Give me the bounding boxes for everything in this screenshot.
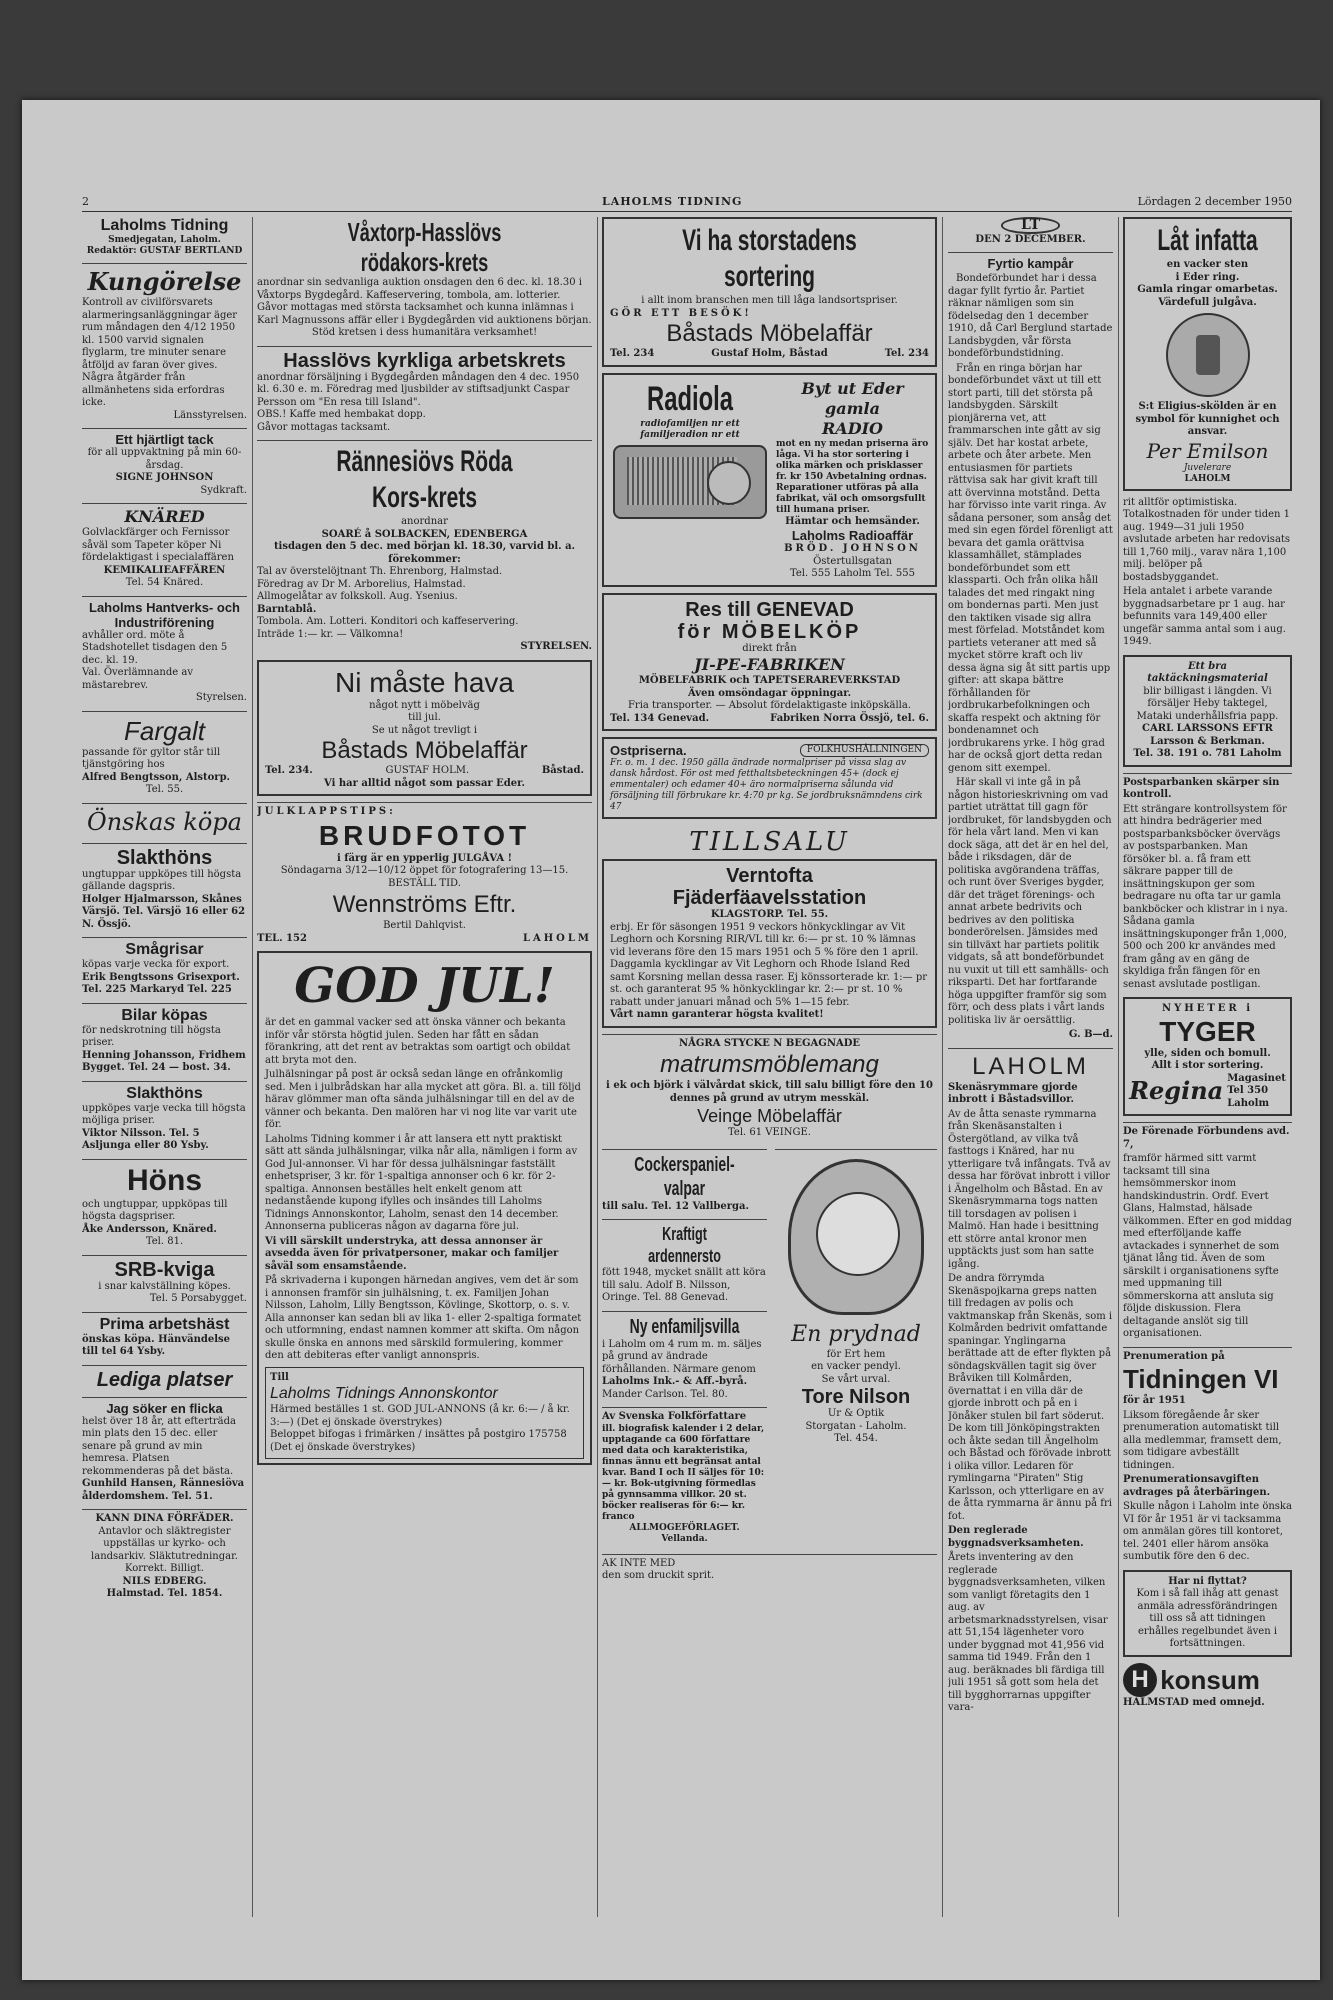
column-rule xyxy=(1118,217,1119,1917)
ad-shop: Veinge Möbelaffär xyxy=(697,1106,842,1126)
masthead xyxy=(82,217,247,257)
notice-title: Har ni flyttat? xyxy=(1168,1575,1247,1587)
ad-text: uppköpes varje vecka till högsta möjliga priser. xyxy=(82,1102,246,1126)
ad-title: Cockerspaniel-valpar xyxy=(634,1153,735,1200)
ad-text: Fria transporter. — Absolut fördelaktigaste inköpskälla. xyxy=(627,700,912,711)
ad-title: Höns xyxy=(127,1163,202,1197)
ad-place: Sydkraft. xyxy=(200,484,247,496)
radiola-left xyxy=(610,379,770,581)
ad-text: i Laholm om 4 rum m. m. säljes på grund av ändrade förhållanden. Närmare genom xyxy=(602,1338,762,1375)
lt-section-head xyxy=(948,217,1113,246)
ad-tel: Tel. 234 xyxy=(884,348,929,359)
ad-title: Ett hjärtligt tack xyxy=(115,432,214,447)
ad-city: LAHOLM xyxy=(522,932,592,944)
column-rule xyxy=(942,217,943,1917)
ad-time: tisdagen den 5 dec. med början kl. 18.30, varvid bl. a. förekommer: xyxy=(273,541,576,565)
ad-text: Inträde 1:— kr. — Välkomna! xyxy=(257,628,404,640)
ad-head: RADIO xyxy=(821,418,883,438)
ad-sign: Styrelsen. xyxy=(195,692,247,703)
ad-shop: Tore Nilson xyxy=(801,1386,911,1408)
ad-title: KNÄRED xyxy=(124,507,205,526)
column-rule xyxy=(597,217,598,1917)
ad-head: NYHETER i xyxy=(1161,1003,1253,1014)
ad-tel: Fabriken Norra Össjö, tel. 6. xyxy=(770,712,929,724)
notice-text: Liksom föregående år sker prenumeration automatiskt till alla medlemmar, framsett dem, som tidigare avbeställt tidningen. xyxy=(1123,1409,1282,1471)
ad-text: Tal av överstelöjtnant Th. Ehrenborg, Halmstad. xyxy=(257,566,503,577)
ad-title: Våxtorp-Hasslövs rödakors-krets xyxy=(347,217,502,277)
news-title: Skenäsrymmare gjorde inbrott i Båstadsvillor. xyxy=(948,1081,1078,1105)
ad-srb-kviga xyxy=(82,1255,247,1306)
ad-tel: Halmstad. Tel. 1854. xyxy=(106,1588,223,1599)
ad-owner: Bertil Dahlqvist. xyxy=(383,920,466,931)
newspaper-page xyxy=(82,195,1292,1955)
ad-prima xyxy=(82,1312,247,1359)
ad-company: JI-PE-FABRIKEN xyxy=(694,655,845,674)
ad-studio: Wennströms Eftr. xyxy=(332,891,517,918)
ad-text: S:t Eligius-skölden är en symbol för kunnighet och ansvar. xyxy=(1135,401,1280,437)
ad-name: Alfred Bengtsson, Alstorp. xyxy=(82,771,231,783)
ad-street: Östertullsgatan xyxy=(813,555,892,567)
ad-owner: BRÖD. JOHNSON xyxy=(784,543,921,554)
ad-cocker xyxy=(602,1149,767,1214)
ad-title: Ni måste hava xyxy=(335,666,514,698)
ad-contact-row xyxy=(610,713,929,726)
ad-sub: MÖBELFABRIK och TAPETSERAREVERKSTAD xyxy=(638,675,901,686)
article-paragraph: Laholms Tidning kommer i år att lansera ett nytt praktiskt sätt att sända julhälsningar, vilka når alla, nämligen i form av God Jul-annonser. Vi har för dessa julhälsningar fastställt enhetspriser, 3 kr. för 1-spaltiga annonser och 6 kr. för 2-spaltiga. Annonsen beställes helt enkelt genom att nedanstående kupong ifylles och insändes till Laholms Tidnings Annonskontor, Laholm, senast den 14 december. Annonserna publiceras någon av dagarna före jul. xyxy=(265,1133,578,1232)
notice-title: Prenumerationsavgiften avdrages på återbäringen. xyxy=(1123,1474,1271,1498)
notice-flyttat xyxy=(1123,1570,1292,1657)
ad-bilar xyxy=(82,1003,247,1075)
ad-text: ungtuppar uppköpes till högsta gällande dagspris. xyxy=(82,868,242,892)
brand-title: Radiola xyxy=(647,379,733,418)
page-header xyxy=(82,195,1292,212)
ad-text: avhåller ord. möte å Stadshotellet tisdagen den 5 dec. kl. 19. xyxy=(82,629,228,666)
ad-text: ill. biografisk kalender i 2 delar, upptagande ca 600 författare med data och karakteristika, finnas ännu ett begränsat antal kvar. Band I och II säljes för 10:— kr. Bok-utgivning förmedlas på gynnsamma villkor. 20 st. böcker realiseras för 6:— kr. franco xyxy=(602,1423,765,1522)
section-tillsalu: TILLSALU xyxy=(689,827,850,857)
ad-taktackning xyxy=(1123,655,1292,767)
article-paragraph: rit alltför optimistiska. Totalkostnaden för under tiden 1 aug. 1949—31 juli 1950 avslutade arbeten har redovisats till 1,760 milj., varav nära 1,100 milj. belöper på bostadsbyggandet. xyxy=(1123,496,1291,583)
news-text: Av de åtta senaste rymmarna från Skenäsanstalten i Östergötland, av vilka två fasttogs i Knäred, har nu ytterligare två infångats. Två av dessa har förövat inbrott i villor i Ängelholm och Båstad. En av Skenäsrymmarna togs natten till torsdagen av polisen i Malmö. Han hade i besittning ett större antal kronor men upptäckts just som han satte igång. xyxy=(948,1108,1111,1270)
ad-text: Val. Överlämnande av mästarebrev. xyxy=(82,667,193,691)
ad-storstadens xyxy=(602,217,937,367)
ad-jeweler xyxy=(1123,217,1292,491)
notice-prenumeration xyxy=(1123,1347,1292,1564)
col3-bottom xyxy=(602,1146,937,1551)
ad-shop-row xyxy=(1131,1073,1284,1111)
ad-brudfoto xyxy=(257,802,592,945)
ad-villa xyxy=(602,1311,767,1402)
section-laholm xyxy=(948,1048,1113,1715)
news-text: Ett strängare kontrollsystem för att hindra bedrägerier med postsparbanksböcker övervägs av postsparbanken. Man försöker bl. a. få fram ett säkrare papper till de insättningskupon ger som bedragare nu ofta tar ur gamla bankböcker och klistrar in i nya. Sådana gamla insättningskuponger från 1,000, 500 och 200 kr användes med fram gång av en gäng de skyldiga från fängen för en senast avslutade postligan. xyxy=(1123,803,1288,990)
news-text: framför härmed sitt varmt tacksamt till sina hemsömmerskor inom handskindustrin. Ordf. Evert Glans, Halmstad, hälsade välkommen. Efter en god middag med efterföljande kaffe avtackades i synnerhet de som tjänat lång tid. Även de som särskilt i organisationens syfte med uppmaning till sömmerskorna att ansluta sig följde diskussion. Flera deltagande anslöt sig till organisationen. xyxy=(1123,1153,1292,1339)
ad-contact-row xyxy=(265,765,584,778)
lt-badge: LT xyxy=(1001,217,1060,234)
article-continued xyxy=(1123,497,1292,649)
coupon-to: Till xyxy=(270,1371,289,1383)
ad-hantverk xyxy=(82,596,247,705)
ad-text: Se vårt urval. xyxy=(821,1373,891,1385)
ad-ak-inte xyxy=(602,1554,937,1583)
ad-fargalt xyxy=(82,711,247,797)
ad-name: Åke Andersson, Knäred. xyxy=(82,1223,217,1235)
notice-kungorelse xyxy=(82,263,247,422)
article-paragraph: På skrivaderna i kupongen härnedan angives, vem det är som i annonsen framför sin julhälsning, t. ex. Familjen Johan Nilsson, Laholm, Lilly Bengtsson, Kövlinge, Skottorp, o. s. v. Alla annonser kan sedan bli av lika 1- eller 2-spaltiga formatet och utformning, endast namnen kommer att skifta. Om någon skulle önska en annons med särskild formulering, kommer den att debiteras efter vanligt annonspris. xyxy=(265,1275,582,1361)
ad-text: för nedskrotning till högsta priser. xyxy=(82,1024,221,1048)
ad-name: NILS EDBERG. xyxy=(122,1575,207,1587)
notice-intro: Prenumeration på xyxy=(1123,1350,1225,1362)
ad-text: Hämtar och hemsänder. xyxy=(785,515,920,527)
ad-text: Allt i stor sortering. xyxy=(1151,1060,1264,1071)
ad-text: Antavlor och släktregister uppställas ur kyrko- och landsarkiv. Släktutredningar. Korrekt. Billigt. xyxy=(91,1525,238,1574)
lt-date: DEN 2 DECEMBER. xyxy=(975,233,1086,245)
article-sign: G. B—d. xyxy=(1068,1029,1113,1040)
ad-text: OBS.! Kaffe med hembakat dopp. xyxy=(257,409,426,420)
ad-knared xyxy=(82,503,247,590)
article-title: Fyrtio kampår xyxy=(987,256,1074,271)
article-paragraph: Från en ringa början har bondeförbundet växt ut till ett stort parti, till det största på landsbygden. Särskilt pionjärerna vet, att frammarschen inte gått av sig själv. Det har kostat arbete, arbete och åter arbete. Men entusiasmen för partiets rättvisa sak har givit kraft till att övervinna motstånd. Detta har förvisso inte varit ringa. Av sådana personer, som ansåg det med sin egen fördel förenligt att bevara det gamla orättvisa klassamhället, stämplades bondeförbundet som ett klassparti. Och från olika håll talades det med ringakt ning om bondernas parti. Men just den taktiken visade sig allra mest förfelad. Motståndet kom partiets veteraner att med så mycket större kraft och liv dessa ägna sig åt sitt partis upp gifter: att skapa bättre förhållanden för jordbrukarbefolkningen och skaffa respekt och aktning för bondenamnet och jordbrukarens yrke. I hög grad har de också gjort detta redan genom sitt exempel. xyxy=(948,362,1113,774)
ad-vaxtorp xyxy=(257,217,592,340)
ad-title: Smågrisar xyxy=(125,941,204,958)
ad-title: Bilar köpas xyxy=(121,1006,208,1024)
news-title: De Förenade Förbundens avd. 7, xyxy=(1123,1126,1290,1150)
ad-text: Även omsöndagar öppningar. xyxy=(687,687,852,699)
ad-name: Holger Hjalmarsson, Skånes Värsjö. Tel. Värsjö 16 eller 62 N. Össjö. xyxy=(82,893,246,930)
ad-text: direkt från xyxy=(742,642,797,654)
ad-hours: Söndagarna 3/12—10/12 öppet för fotografering 13—15. BESTÄLL TID. xyxy=(280,865,569,889)
ad-shop: Båstads Möbelaffär xyxy=(321,737,528,764)
ad-sub: Ur & Optik xyxy=(827,1408,885,1419)
ad-rannesiov xyxy=(257,440,592,654)
ad-shop: Laholms Radioaffär xyxy=(791,528,914,543)
coupon-amount-row xyxy=(270,1429,579,1454)
ad-title: Jag söker en flicka xyxy=(106,1400,223,1416)
radiola-right xyxy=(776,379,929,581)
news-postsparbanken xyxy=(1123,773,1292,992)
ad-text: i ek och björk i välvårdat skick, till salu billigt före den 10 dennes på grund av utrym messkäl. xyxy=(606,1080,933,1104)
ad-text: anordnar sin sedvanliga auktion onsdagen den 6 dec. kl. 18.30 i Våxtorps Bygdegård. Kaffeservering, tombola, am. lotterier. Gåvor mottagas med största tacksamhet och kunna inlämnas i Karl Magnussons affär eller i Bygdegården vid auktionens början. xyxy=(257,277,592,326)
col3-bottom-left xyxy=(602,1146,767,1551)
ad-title: Slakthöns xyxy=(116,846,213,869)
article-paragraph: Julhälsningar på post är också sedan länge en ofrånkomlig sed. Men i julbrådskan har alla mycket att göra. Bl. a. till följd härav glömmer man ofta sända julhälsningar till en del av de vänner och bekanta. Den malören har vi nog lite var varit ute för. xyxy=(265,1069,581,1130)
ad-title: Av Svenska Folkförfattare xyxy=(602,1411,747,1422)
ad-agent: Laholms Ink.- & Aff.-byrå. xyxy=(602,1376,748,1387)
ad-owner: GUSTAF HOLM. xyxy=(385,765,470,776)
section-lediga: Lediga platser xyxy=(82,1365,247,1391)
ad-title: Kraftigt ardennersto xyxy=(648,1224,721,1266)
ad-footer: Vi har alltid något som passar Eder. xyxy=(324,777,525,789)
ad-text: i allt inom branschen men till låga landsortspriser. xyxy=(641,295,898,306)
ad-tel: Tel 350 Laholm xyxy=(1227,1085,1270,1109)
ad-text: ylle, siden och bomull. xyxy=(1144,1047,1271,1059)
news-title: Den reglerade byggnadsverksamheten. xyxy=(948,1525,1084,1549)
ad-text: till jul. xyxy=(408,712,441,723)
ad-tel: Tel. 234 xyxy=(610,348,655,359)
issue-date: Lördagen 2 december 1950 xyxy=(1137,195,1292,208)
ad-text: en vacker pendyl. xyxy=(811,1361,901,1372)
ad-ardenner xyxy=(602,1219,767,1305)
ad-title: Verntofta xyxy=(726,865,813,887)
jeweler-sub: Juvelerare xyxy=(1183,462,1232,473)
ad-title: BRUDFOTOT xyxy=(318,819,531,851)
ad-text: Värdefull julgåva. xyxy=(1158,296,1257,308)
konsum-logo-icon: H xyxy=(1123,1663,1157,1697)
ad-tel: TEL. 152 xyxy=(257,932,307,944)
ad-title: för MÖBELKÖP xyxy=(677,620,862,643)
ad-title: Ett bra taktäckningsmaterial xyxy=(1147,660,1268,684)
ad-name: Mander Carlson. Tel. 80. xyxy=(602,1388,728,1400)
column-rule xyxy=(252,217,253,1917)
ad-text: Tombola. Am. Lotteri. Konditori och kaffeservering. xyxy=(257,616,519,627)
ad-title: Slakthöns xyxy=(126,1084,203,1102)
ad-text: helst över 18 år, att efterträda min plats den 15 dec. eller senare på grund av min hemresa. Platsen rekommenderas på det bästa. xyxy=(82,1415,236,1477)
article-paragraph: är det en gammal vacker sed att önska vänner och bekanta inför vår största högtid julen. Seden har fått en sådan förankring, att det rent av betraktas som oartigt och obildat att bryta mot den. xyxy=(265,1017,571,1066)
section-onskas: Önskas köpa xyxy=(82,803,247,837)
ad-text: Föredrag av Dr M. Arborelius, Halmstad. xyxy=(257,578,466,590)
ad-tel: Tel. 5 Porsabygget. xyxy=(149,1293,247,1304)
masthead-address: Smedjegatan, Laholm. xyxy=(108,235,221,245)
ad-tel: Tel. 234. xyxy=(265,765,313,776)
newspaper-name: LAHOLMS TIDNING xyxy=(602,195,743,208)
ad-text: Stöd kretsen i dess humanitära verksamhet! xyxy=(311,327,538,338)
ad-tel: Tel. 454. xyxy=(834,1433,878,1444)
article-paragraph: Här skall vi inte gå in på någon historieskrivning om vad partiet uträttat till gagn för jordbruket, för landsbygden och för hela vårt land. Men vi kan dock säga, att det är en hel del, både i riksdagen, där de politiska avgörandena träffas, och runt över Sveriges bygder, där det träget förenings- och annat arbete bedrivits och bedrives av den politiska bonderörelsen. Jämsides med sin tillväxt har partiets politik vidgats, så att bondeförbundet nu vuxit ut till ett samhälls- och riksparti. Det har fortfarande höga uppgifter framför sig som förr, och dess plats i vårt lands politiska liv är oersättlig. xyxy=(948,777,1112,1026)
ad-title: matrumsmöblemang xyxy=(660,1051,879,1078)
ad-shop: CARL LARSSONS EFTR xyxy=(1142,723,1273,734)
ad-flicka xyxy=(82,1397,247,1504)
ad-matrum xyxy=(602,1034,937,1140)
ad-konsum xyxy=(1123,1663,1292,1710)
news-text: De andra förrymda Skenäspojkarna greps natten till fredagen av polis och vaktmanskap från Skenäs, som i Kolmården bedrivit omfattande spaningar. Ynglingarna berättade att de efter flykten på söndagskvällen tagit sig över Bråviken till Kolmården, övernattat i en villa där de gjorde inbrott och på en i Jönåker stulen bil fart söderut. De kom till Jönköpingstrakten och åkte sedan till Ängelholm och Båstad och förövade inbrott i olika villor. Ledaren för rymlingarna "Piraten" Stig Karlsson, och ytterligare en av de åtta rymmarna är ännu på fri fot. xyxy=(948,1273,1113,1522)
ad-text: Gåvor mottagas tacksamt. xyxy=(257,421,391,433)
ad-text: fött 1948, mycket snällt att köra till salu. Adolf B. Nilsson, Oringe. Tel. 88 Genevad. xyxy=(602,1267,766,1303)
konsum-name: konsum xyxy=(1160,1664,1260,1695)
ad-city: Båstad. xyxy=(541,765,584,776)
ad-title: Hasslövs kyrkliga arbetskrets xyxy=(283,349,566,372)
ad-title: Prima arbetshäst xyxy=(99,1315,230,1333)
ad-name: Erik Bengtssons Grisexport. Tel. 225 Markaryd Tel. 225 xyxy=(82,971,240,995)
ad-tel: Tel. 54 Knäred. xyxy=(125,577,204,588)
col3-bottom-right xyxy=(775,1146,937,1551)
ad-title: KANN DINA FÖRFÄDER. xyxy=(95,1513,234,1524)
ad-title: Fargalt xyxy=(124,715,205,746)
ad-text: önskas köpa. Hänvändelse till tel 64 Ysby. xyxy=(82,1333,231,1357)
ad-text: Daggamla kycklingar av Vit Leghorn och Rhode Island Red samt Korsning mellan dessa raser. Ej könssorterade kr. 1:— pr st. och garanterat 95 % hönkycklingar kr. 2:— pr st. 10 % rabatt under januari månad och 5% 1—15 febr. xyxy=(610,959,928,1008)
ad-title: Laholms Hantverks- och Industriförening xyxy=(89,599,240,630)
ad-text: i snar kalvställning köpes. xyxy=(98,1280,231,1292)
ad-title: Låt infatta xyxy=(1157,224,1258,257)
notice-title: Kungörelse xyxy=(87,267,242,296)
ad-text: anordnar xyxy=(401,516,448,527)
article-fyrtio xyxy=(948,252,1113,1042)
notice-title: Ostpriserna. xyxy=(610,743,687,758)
notice-year: för år 1951 xyxy=(1123,1395,1186,1406)
column-5 xyxy=(1123,217,1292,1917)
column-4 xyxy=(948,217,1113,1917)
column-3 xyxy=(602,217,937,1917)
ad-text: blir billigast i längden. Vi försäljer Heby taktegel, Mataki underhållsfria papp. xyxy=(1136,685,1279,722)
ad-verntofta xyxy=(602,859,937,1028)
ad-radiola xyxy=(602,373,937,587)
ad-contact-row xyxy=(257,933,592,946)
masthead-title: Laholms Tidning xyxy=(100,217,229,234)
notice-title: Tidningen VI xyxy=(1123,1364,1279,1394)
ad-sub: i färg är en ypperlig JULGÅVA ! xyxy=(336,852,513,864)
ad-slakthons-2 xyxy=(82,1081,247,1153)
ad-text: Barntablå. xyxy=(257,603,317,615)
ad-text: Golvlackfärger och Fernissor såväl som Tapeter köper Ni fördelaktigast i specialaffären xyxy=(82,527,234,563)
ad-ni-maste xyxy=(257,660,592,797)
ad-place: SOARÉ å SOLBACKEN, EDENBERGA xyxy=(321,528,528,540)
article-title: GOD JUL! xyxy=(294,958,555,1014)
news-title: Postsparbanken skärper sin kontroll. xyxy=(1123,776,1280,800)
ad-tyger xyxy=(1123,997,1292,1116)
news-forbunden xyxy=(1123,1122,1292,1341)
ad-sign: STYRELSEN. xyxy=(520,641,592,652)
radio-icon xyxy=(613,445,767,519)
ad-shop: KEMIKALIEAFFÄREN xyxy=(103,564,226,576)
ad-title: Rännesiövs Röda Kors-krets xyxy=(336,445,513,514)
order-coupon[interactable] xyxy=(265,1367,584,1460)
ad-text: Gamla ringar omarbetas. xyxy=(1137,284,1278,295)
ad-forfader xyxy=(82,1509,247,1601)
clock-icon xyxy=(788,1159,924,1315)
coupon-title: Laholms Tidnings Annonskontor xyxy=(270,1385,498,1402)
ad-owner: Larsson & Berkman. xyxy=(1150,735,1265,747)
ad-text: för all uppvaktning på min 60-årsdag. xyxy=(87,447,242,471)
ad-place: KLAGSTORP. Tel. 55. xyxy=(710,909,829,920)
jeweler-city: LAHOLM xyxy=(1184,473,1231,484)
notice-ostpriser xyxy=(602,737,937,819)
ad-text: i Eder ring. xyxy=(1175,271,1240,283)
ad-name: SIGNE JOHNSON xyxy=(115,472,214,483)
notice-badge: FOLKHUSHÅLLNINGEN xyxy=(800,744,929,757)
ad-genevad xyxy=(602,593,937,732)
notice-head xyxy=(610,743,929,758)
notice-text: Kom i så fall ihåg att genast anmäla adressförändringen till oss så att tidningen erhålles regelbundet även i fortsättningen. xyxy=(1136,1588,1279,1649)
ad-sub: Magasinet xyxy=(1227,1072,1286,1084)
notice-text: Kontroll av civilförsvarets alarmeringsanläggningar äger rum måndagen den 4/12 1950 kl. 1500 varvid signalen flyglarm, tre minuter senare åtföljd av faran över gives. Några åtgärder från allmänhetens sida erfordras icke. xyxy=(82,297,238,408)
konsum-city: HALMSTAD med omnejd. xyxy=(1123,1696,1265,1708)
ad-addr: Storgatan - Laholm. xyxy=(805,1420,907,1432)
ad-pendyl xyxy=(775,1149,937,1446)
article-paragraph: Bondeförbundet har i dessa dagar fyllt fyrtio år. Partiet räknar nämligen som sin födelsedag den 1 december 1910, då Carl Berglund startade Landsbygden, vår första bondeförbundstidning. xyxy=(948,273,1113,359)
ad-head: Byt ut Eder gamla xyxy=(801,378,904,418)
ad-shop: Regina xyxy=(1129,1076,1224,1106)
ad-text: till salu. Tel. 12 Vallberga. xyxy=(602,1200,749,1212)
ad-hasslov xyxy=(257,346,592,435)
article-god-jul xyxy=(257,951,592,1465)
notice-sign: Länsstyrelsen. xyxy=(173,409,247,421)
notice-text: Fr. o. m. 1 dec. 1950 gälla ändrade normalpriser på vissa slag av dansk hårdost. För ost med fetthaltsbeteckningen 45+ (dock ej emmentaler) och edamer 40+ äro normalpriserna sålunda vid försäljning till förbrukare kr. 4:70 pr kg. Se jordbruksnämndens cirk 47 xyxy=(610,758,923,812)
ad-intro: JULKLAPPSTIPS: xyxy=(257,806,396,817)
coupon-text: Härmed beställes 1 st. GOD JUL-ANNONS (å kr. 6:— / å kr. 3:—) (Det ej önskade överstrykes) xyxy=(270,1404,570,1428)
ad-shop: Båstads Möbelaffär xyxy=(666,320,873,347)
shield-emblem-icon xyxy=(1166,313,1250,397)
news-text: Årets inventering av den reglerade byggnadsverksamheten, vilken som vanligt företagits den 1 aug. av arbetsmarknadsstyrelsen, visar att 51,154 lägenheter voro under byggnad mot 41,956 vid samma tid 1949. Från den 1 aug. beräknades bli färdiga till juli 1951 så gott som hela det till bygghorrarnas uppgifter vara- xyxy=(948,1552,1108,1713)
column-2 xyxy=(257,217,592,1917)
ad-shop-detail xyxy=(1227,1073,1286,1111)
ad-forfattare xyxy=(602,1407,767,1545)
ad-text: något nytt i möbelväg xyxy=(369,699,480,711)
ad-title: TYGER xyxy=(1159,1015,1256,1047)
newspaper-sheet xyxy=(22,100,1320,1980)
ad-slakthons xyxy=(82,843,247,932)
ad-text: en vacker sten xyxy=(1166,259,1249,270)
section-title: LAHOLM xyxy=(972,1052,1089,1080)
column-1 xyxy=(82,217,247,1917)
article-paragraph: Hela antalet i arbete varande byggnadsarbetare pr 1 aug. har befunnits vara 149,400 eller ungefär samma antal som i aug. 1949. xyxy=(1123,586,1286,647)
article-paragraph: Vi vill särskilt understryka, att dessa annonser är avsedda även för privatpersoner, makar och familjer såväl som ensamstående. xyxy=(265,1235,559,1272)
ad-name: Viktor Nilsson. Tel. 5 Asljunga eller 80 Ysby. xyxy=(82,1127,209,1151)
ad-thanks xyxy=(82,428,247,497)
ad-text: och ungtuppar, uppköpas till högsta dagspriser. xyxy=(82,1198,228,1222)
ad-title: Vi ha storstadens sortering xyxy=(682,224,857,293)
ad-title: En prydnad xyxy=(791,1321,921,1347)
ad-text: mot en ny medan priserna äro låga. Vi ha stor sortering i olika märken och prisklasser fr. kr 150 Avbetalning ordnas. Reparationer utföras på alla fabrikat, väl och omsorgsfullt till humana priser. xyxy=(776,438,929,515)
ad-text: erbj. Er för säsongen 1951 9 veckors hönkycklingar av Vit Leghorn och Korsning RIR/VL till kr. 6:— pr st. 10 % lämnas vid leverans före den 15 mars 1951 och 5 % före den 1 april. xyxy=(610,921,919,958)
ad-title: SRB-kviga xyxy=(114,1258,215,1281)
ad-hons xyxy=(82,1159,247,1249)
notice-text: Skulle någon i Laholm inte önska VI för år 1951 är vi tacksamma om anmälan göres till kontoret, tel. 2401 eller härom ansöka sumbutik före den 6 dec. xyxy=(1123,1501,1292,1562)
page-number: 2 xyxy=(82,195,89,208)
ad-contact-row xyxy=(610,348,929,361)
masthead-editor: Redaktör: GUSTAF BERTLAND xyxy=(86,246,243,256)
ad-tel: Tel. 55. xyxy=(145,784,184,795)
ad-intro: NÅGRA STYCKE N BEGAGNADE xyxy=(678,1037,861,1049)
ad-text: Allmogelåtar av folkskoll. Aug. Ysenius. xyxy=(257,591,458,602)
ad-tel: Tel. 81. xyxy=(145,1236,184,1247)
ad-text: Se ut något trevligt i xyxy=(371,724,478,736)
ad-name: Henning Johansson, Fridhem Bygget. Tel. 24 — bost. 34. xyxy=(82,1049,246,1073)
ad-tel: Tel. 38. 191 o. 781 Laholm xyxy=(1133,748,1282,759)
ad-text: Vårt namn garanterar högsta kvalitet! xyxy=(610,1009,824,1020)
ad-text: för Ert hem xyxy=(826,1348,886,1360)
ad-title: Ny enfamiljsvilla xyxy=(629,1315,740,1338)
ad-pub: ALLMOGEFÖRLAGET. xyxy=(629,1522,740,1533)
ad-smagrisar xyxy=(82,937,247,997)
jeweler-name: Per Emilson xyxy=(1146,438,1269,463)
ad-visit: GÖR ETT BESÖK! xyxy=(610,307,752,319)
ad-text: köpas varje vecka för export. xyxy=(82,959,230,970)
ad-text: passande för gyltor står till tjänstgöring hos xyxy=(82,746,221,770)
ad-title: Fjäderfäavelsstation xyxy=(672,887,867,909)
ad-title: Res till GENEVAD xyxy=(685,598,854,621)
ad-tel: Tel. 134 Genevad. xyxy=(610,712,710,724)
ad-city: Vellanda. xyxy=(661,1533,708,1544)
coupon-pay: bifogas i frimärken / insättes på postgiro 175758 (Det ej önskade överstrykes) xyxy=(270,1429,567,1453)
brand-sub: radiofamiljen nr ett familjeradion nr ett xyxy=(640,418,740,440)
ad-text: den som druckit sprit. xyxy=(602,1570,715,1581)
ad-tel: Tel. 61 VEINGE. xyxy=(728,1127,811,1138)
coupon-label: Beloppet xyxy=(270,1429,316,1440)
ad-tel: Tel. 555 Laholm Tel. 555 xyxy=(789,568,915,579)
ad-name: Gunhild Hansen, Rännesiöva ålderdomshem. Tel. 51. xyxy=(82,1478,245,1502)
ad-owner: Gustaf Holm, Båstad xyxy=(711,348,828,359)
ad-text: anordnar försäljning i Bygdegården måndagen den 4 dec. 1950 kl. 6.30 e. m. Föredrag med ljusbilder av stiftsadjunkt Caspar Persson om "En resa till Island". xyxy=(257,371,580,408)
ad-text: AK INTE MED xyxy=(602,1557,676,1569)
